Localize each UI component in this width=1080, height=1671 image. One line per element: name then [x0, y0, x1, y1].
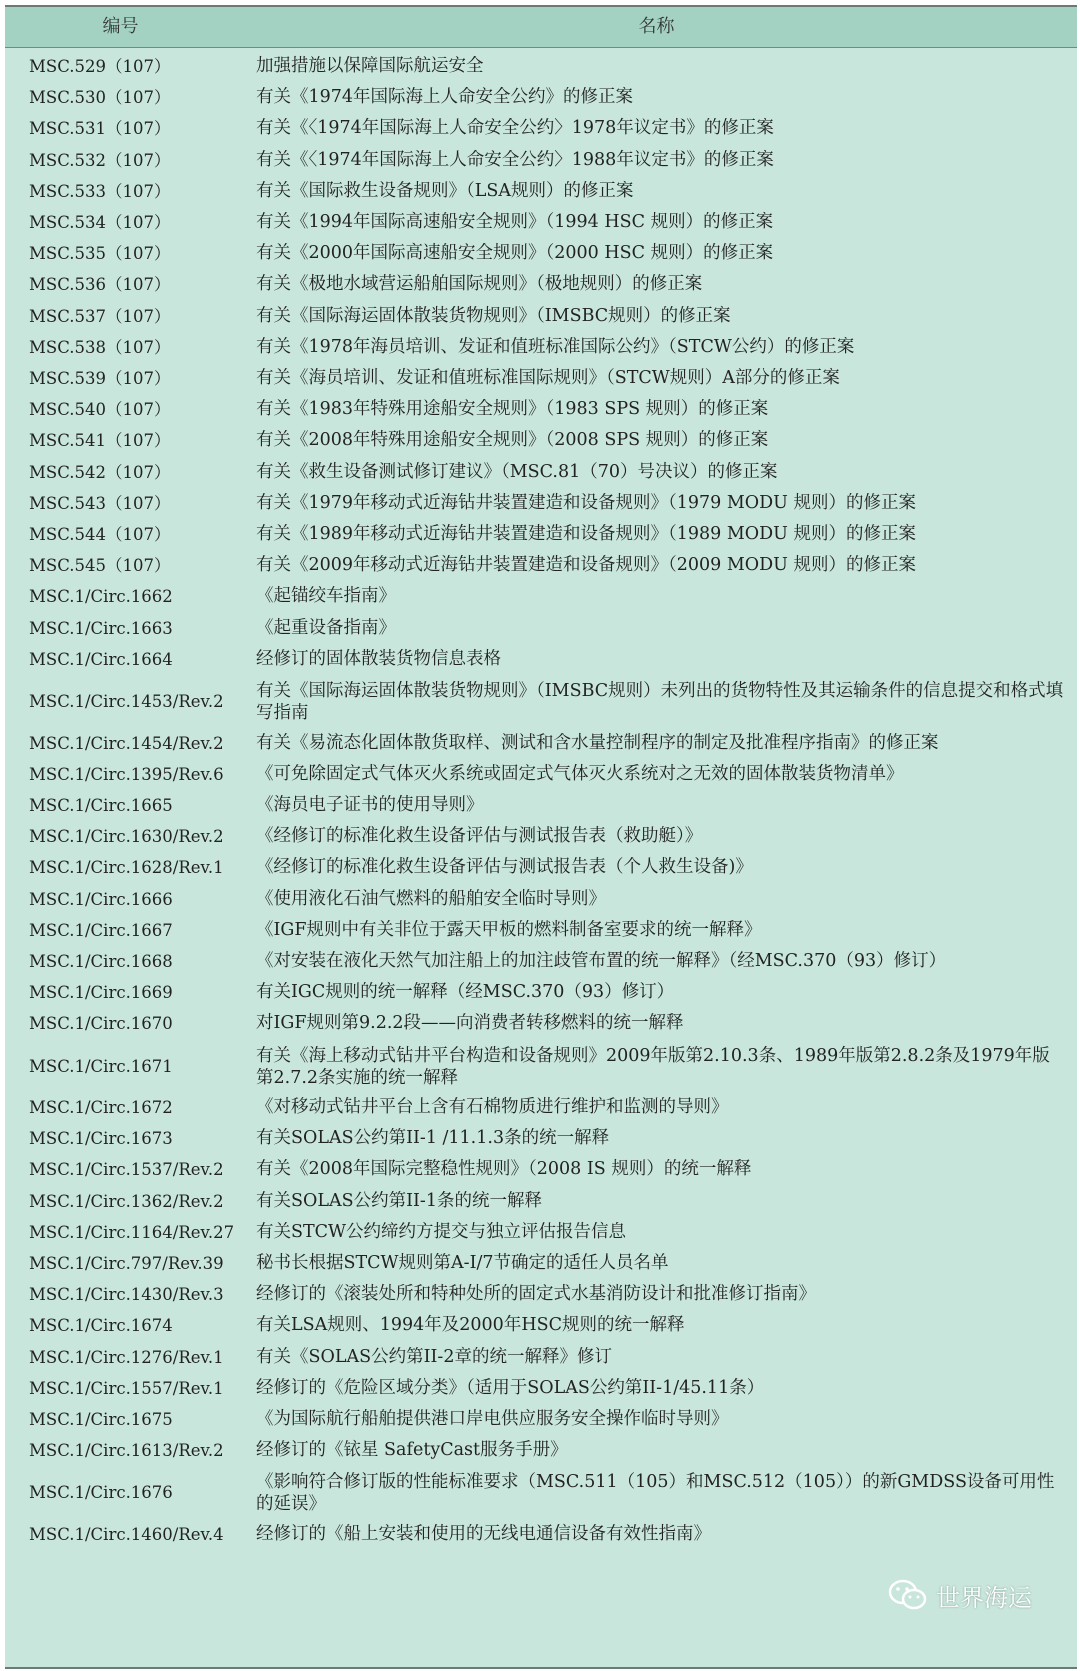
row-code: MSC.538（107）: [29, 337, 171, 357]
row-name: 经修订的《滚装处所和特种处所的固定式水基消防设计和批准修订指南》: [256, 1284, 816, 1305]
row-code: MSC.1/Circ.1670: [29, 1014, 173, 1034]
row-name: 有关《1983年特殊用途船安全规则》（1983 SPS 规则）的修正案: [256, 399, 769, 420]
table-row: [5, 1403, 1077, 1434]
watermark-text: 世界海运: [936, 1583, 1032, 1612]
row-code: MSC.1/Circ.1665: [29, 795, 173, 815]
table-header: [5, 7, 1077, 48]
table-row: [5, 1185, 1077, 1216]
table-row: [5, 549, 1077, 580]
table-row: [5, 914, 1077, 945]
row-code: MSC.1/Circ.1663: [29, 618, 173, 638]
table-row: [5, 1341, 1077, 1372]
table-row: [5, 393, 1077, 424]
row-name: 有关《1994年国际高速船安全规则》（1994 HSC 规则）的修正案: [256, 212, 774, 232]
table-row: [5, 1091, 1077, 1122]
table-row: [5, 1309, 1077, 1340]
header-name: 名称: [638, 16, 675, 37]
row-code: MSC.535（107）: [29, 244, 171, 264]
row-name: 《起锚绞车指南》: [256, 586, 396, 607]
resolutions-table: [5, 5, 1077, 1669]
row-code: MSC.1/Circ.1664: [29, 649, 173, 669]
row-name: 有关《1979年移动式近海钻井装置建造和设备规则》（1979 MODU 规则）的修正案: [256, 492, 916, 513]
row-name: 《IGF规则中有关非位于露天甲板的燃料制备室要求的统一解释》: [256, 919, 762, 940]
row-code: MSC.1/Circ.1667: [29, 920, 173, 940]
row-name: 有关《1989年移动式近海钻井装置建造和设备规则》（1989 MODU 规则）的修正案: [256, 524, 916, 544]
table-row: [5, 175, 1077, 206]
table-row: [5, 112, 1077, 143]
table-row: [5, 1372, 1077, 1403]
row-name: 《起重设备指南》: [256, 617, 396, 638]
row-code: MSC.1/Circ.1676: [29, 1483, 173, 1503]
table-row: [5, 1153, 1077, 1184]
table-row: [5, 1039, 1077, 1092]
table-row: [5, 789, 1077, 820]
table-row: [5, 518, 1077, 549]
row-name: 有关《极地水域营运船舶国际规则》（极地规则）的修正案: [256, 274, 703, 295]
row-name: 有关《〈1974年国际海上人命安全公约〉1988年议定书》的修正案: [256, 149, 774, 170]
row-name: 有关STCW公约缔约方提交与独立评估报告信息: [256, 1221, 627, 1242]
row-code: MSC.544（107）: [29, 525, 171, 544]
row-code: MSC.1/Circ.1430/Rev.3: [29, 1285, 224, 1305]
table-row: [5, 1278, 1077, 1309]
row-code: MSC.1/Circ.1362/Rev.2: [29, 1191, 224, 1211]
row-name: 经修订的《船上安装和使用的无线电通信设备有效性指南》: [256, 1523, 711, 1544]
table-row: [5, 362, 1077, 393]
table-row: [5, 456, 1077, 487]
table-row: [5, 674, 1077, 727]
table-row: [5, 1518, 1077, 1549]
table-row: [5, 237, 1077, 268]
row-name: 有关《救生设备测试修订建议》（MSC.81（70）号决议）的修正案: [256, 461, 778, 482]
row-name: 有关《国际海运固体散装货物规则》（IMSBC规则）的修正案: [256, 305, 731, 326]
row-code: MSC.1/Circ.1666: [29, 889, 173, 909]
table-row: [5, 487, 1077, 518]
table-row: [5, 945, 1077, 976]
row-code: MSC.542（107）: [29, 462, 171, 482]
row-name: 经修订的《铱星 SafetyCast服务手册》: [256, 1440, 568, 1461]
table-row: [5, 300, 1077, 331]
table-row: [5, 424, 1077, 455]
row-code: MSC.1/Circ.1613/Rev.2: [29, 1441, 224, 1461]
row-name: 有关SOLAS公约第II-1条的统一解释: [256, 1190, 542, 1211]
row-name: 《经修订的标准化救生设备评估与测试报告表（救助艇）》: [256, 826, 703, 847]
row-name: 有关《易流态化固体散货取样、测试和含水量控制程序的制定及批准程序指南》的修正案: [256, 732, 939, 753]
row-code: MSC.1/Circ.1453/Rev.2: [29, 692, 224, 711]
row-name: 经修订的《危险区域分类》（适用于SOLAS公约第II-1/45.11条）: [256, 1377, 765, 1398]
row-code: MSC.1/Circ.1672: [29, 1098, 173, 1117]
table-row: [5, 1216, 1077, 1247]
row-name: 《对移动式钻井平台上含有石棉物质进行维护和监测的导则》: [256, 1097, 729, 1117]
table-row: [5, 1434, 1077, 1465]
row-code: MSC.1/Circ.1628/Rev.1: [29, 858, 224, 878]
row-name: 对IGF规则第9.2.2段——向消费者转移燃料的统一解释: [256, 1013, 684, 1034]
row-name: 有关《2008年特殊用途船安全规则》（2008 SPS 规则）的修正案: [256, 430, 769, 451]
table-row: [5, 758, 1077, 789]
row-code: MSC.1/Circ.1662: [29, 587, 173, 607]
row-code: MSC.1/Circ.1557/Rev.1: [29, 1378, 224, 1398]
row-name: 《海员电子证书的使用导则》: [256, 794, 484, 815]
row-code: MSC.536（107）: [29, 275, 171, 295]
table-row: [5, 331, 1077, 362]
table-row: [5, 976, 1077, 1007]
row-name: 《为国际航行船舶提供港口岸电供应服务安全操作临时导则》: [256, 1409, 729, 1429]
table-row: [5, 81, 1077, 112]
row-code: MSC.1/Circ.1668: [29, 951, 173, 971]
row-code: MSC.1/Circ.1454/Rev.2: [29, 733, 224, 753]
row-name: 经修订的固体散装货物信息表格: [256, 648, 501, 669]
table-row: [5, 580, 1077, 611]
row-name: 有关LSA规则、1994年及2000年HSC规则的统一解释: [256, 1315, 685, 1336]
table-row: [5, 144, 1077, 175]
row-code: MSC.1/Circ.1675: [29, 1410, 173, 1429]
table-row: [5, 820, 1077, 851]
row-code: MSC.1/Circ.1674: [29, 1316, 173, 1336]
row-name: 有关《2008年国际完整稳性规则》（2008 IS 规则）的统一解释: [256, 1159, 752, 1180]
row-name: 有关《〈1974年国际海上人命安全公约〉1978年议定书》的修正案: [256, 118, 774, 139]
row-name: 有关IGC规则的统一解释（经MSC.370（93）修订）: [256, 982, 675, 1003]
row-name: 有关《海上移动式钻井平台构造和设备规则》2009年版第2.10.3条、1989年版第2.8.2条及1979年版第2.7.2条实施的统一解释: [256, 1045, 1050, 1088]
table-row: [5, 268, 1077, 299]
row-name: 《经修订的标准化救生设备评估与测试报告表（个人救生设备)》: [256, 857, 753, 878]
table-row: [5, 612, 1077, 643]
row-code: MSC.1/Circ.1537/Rev.2: [29, 1160, 224, 1180]
row-name: 有关《国际海运固体散装货物规则》（IMSBC规则）未列出的货物特性及其运输条件的信息提交和格式填写指南: [256, 681, 1064, 723]
table-row: [5, 1122, 1077, 1153]
header-code: 编号: [102, 16, 139, 37]
row-code: MSC.1/Circ.1164/Rev.27: [29, 1222, 235, 1242]
row-name: 《对安装在液化天然气加注船上的加注歧管布置的统一解释》（经MSC.370（93）修订）: [256, 950, 947, 971]
row-name: 有关《国际救生设备规则》（LSA规则）的修正案: [256, 180, 634, 201]
row-code: MSC.533（107）: [29, 181, 171, 201]
table-row: [5, 206, 1077, 237]
table-row: [5, 851, 1077, 882]
row-code: MSC.545（107）: [29, 556, 171, 576]
row-name: 有关《SOLAS公约第II-2章的统一解释》修订: [256, 1346, 612, 1367]
row-code: MSC.540（107）: [29, 400, 171, 420]
table-row: [5, 643, 1077, 674]
row-code: MSC.1/Circ.1669: [29, 983, 173, 1003]
row-name: 秘书长根据STCW规则第A-I/7节确定的适任人员名单: [256, 1253, 669, 1273]
row-name: 有关《2009年移动式近海钻井装置建造和设备规则》（2009 MODU 规则）的修正案: [256, 555, 916, 576]
watermark: [888, 1575, 1048, 1615]
row-code: MSC.537（107）: [29, 306, 171, 326]
row-name: 《可免除固定式气体灭火系统或固定式气体灭火系统对之无效的固体散装货物清单》: [256, 763, 904, 784]
table-row: [5, 883, 1077, 914]
row-code: MSC.1/Circ.1395/Rev.6: [29, 764, 224, 784]
row-code: MSC.532（107）: [29, 150, 171, 170]
wechat-icon: [888, 1578, 928, 1612]
row-code: MSC.534（107）: [29, 213, 171, 232]
table-row: [5, 1247, 1077, 1278]
row-name: 有关SOLAS公约第II-1 /11.1.3条的统一解释: [256, 1128, 610, 1149]
table-row: [5, 727, 1077, 758]
table-row: [5, 1465, 1077, 1518]
row-code: MSC.1/Circ.1276/Rev.1: [29, 1347, 224, 1367]
row-code: MSC.543（107）: [29, 493, 171, 513]
table-row: [5, 50, 1077, 81]
row-code: MSC.1/Circ.797/Rev.39: [29, 1254, 224, 1273]
row-code: MSC.530（107）: [29, 88, 171, 108]
row-name: 有关《海员培训、发证和值班标准国际规则》（STCW规则）A部分的修正案: [256, 368, 840, 388]
row-name: 《使用液化石油气燃料的船舶安全临时导则》: [256, 888, 606, 909]
row-name: 有关《1978年海员培训、发证和值班标准国际公约》（STCW公约）的修正案: [256, 336, 855, 357]
table-row: [5, 1007, 1077, 1038]
row-code: MSC.541（107）: [29, 431, 171, 451]
row-name: 加强措施以保障国际航运安全: [256, 56, 484, 76]
row-code: MSC.1/Circ.1460/Rev.4: [29, 1524, 224, 1544]
row-code: MSC.1/Circ.1673: [29, 1129, 173, 1149]
row-code: MSC.529（107）: [29, 57, 171, 76]
row-name: 有关《1974年国际海上人命安全公约》的修正案: [256, 87, 634, 108]
row-code: MSC.531（107）: [29, 119, 171, 139]
row-name: 《影响符合修订版的性能标准要求（MSC.511（105）和MSC.512（105））的新GMDSS设备可用性的延误》: [256, 1472, 1055, 1515]
row-code: MSC.1/Circ.1671: [29, 1056, 173, 1076]
row-code: MSC.539（107）: [29, 369, 171, 388]
row-code: MSC.1/Circ.1630/Rev.2: [29, 827, 224, 847]
row-name: 有关《2000年国际高速船安全规则》（2000 HSC 规则）的修正案: [256, 243, 774, 264]
